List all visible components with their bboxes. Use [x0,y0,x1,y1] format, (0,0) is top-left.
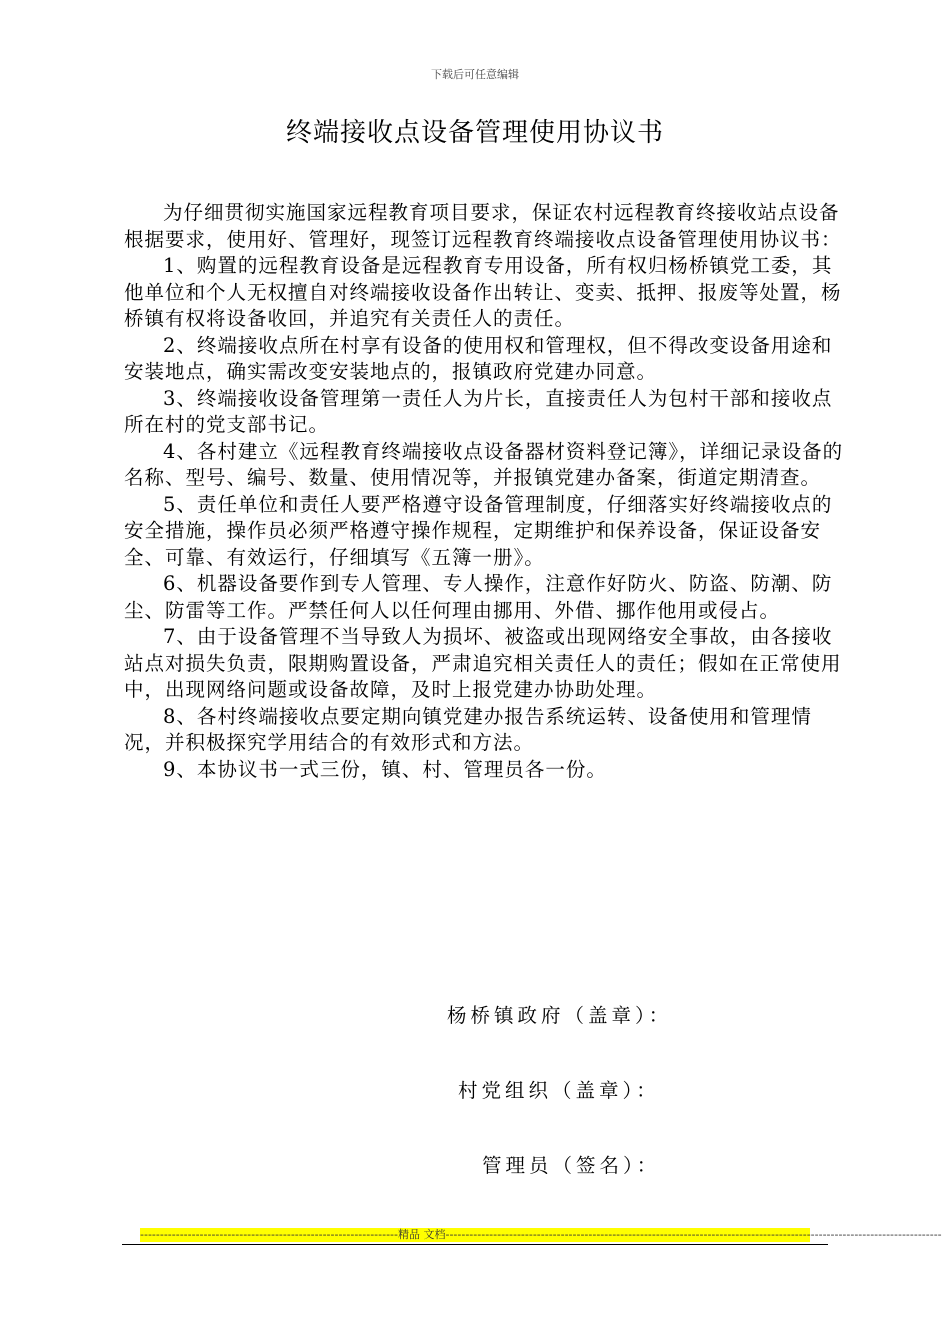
document-title: 终端接收点设备管理使用协议书 [285,118,664,148]
clause-8: 8、各村终端接收点要定期向镇党建办报告系统运转、设备使用和管理情况，并积极探究学用结合的有效形式和方法。 [124,704,812,754]
village-party-seal-line: 村党组织（盖章）： [458,1079,660,1102]
clause-5: 5、责任单位和责任人要严格遵守设备管理制度，仔细落实好终端接收点的安全措施，操作员必须严格遵守操作规程，定期维护和保养设备，保证设备安全、可靠、有效运行，仔细填写《五簿一册》。 [124,492,833,569]
clause-7: 7、由于设备管理不当导致人为损坏、被盗或出现网络安全事故，由各接收站点对损失负责，限期购置设备，严肃追究相关责任人的责任；假如在正常使用中，出现网络问题或设备故障，及时上报党建办协助处理。 [124,625,842,701]
header-note: 下载后可任意编辑 [431,68,519,81]
clause-2: 2、终端接收点所在村享有设备的使用权和管理权，但不得改变设备用途和安装地点，确实需改变安装地点的，报镇政府党建办同意。 [124,333,833,383]
intro-paragraph: 为仔细贯彻实施国家远程教育项目要求，保证农村远程教育终接收站点设备根据要求，使用好、管理好，现签订远程教育终端接收点设备管理使用协议书： [124,201,842,251]
clause-9: 9、本协议书一式三份，镇、村、管理员各一份。 [163,757,607,781]
government-seal-line: 杨桥镇政府（盖章）： [447,1004,673,1027]
administrator-signature-line: 管理员（签名）： [482,1154,661,1177]
clause-4: 4、各村建立《远程教育终端接收点设备器材资料登记簿》，详细记录设备的名称、型号、编号、数量、使用情况等，并报镇党建办备案，街道定期清查。 [124,439,844,489]
clause-1: 1、购置的远程教育设备是远程教育专用设备，所有权归杨桥镇党工委，其他单位和个人无权擅自对终端接收设备作出转让、变卖、抵押、报废等处置，杨桥镇有权将设备收回，并追究有关责任人的责任。 [124,254,842,330]
footer-rule [122,1244,828,1245]
clause-3: 3、终端接收设备管理第一责任人为片长，直接责任人为包村干部和接收点所在村的党支部书记。 [124,386,833,436]
footer-watermark-band: -----------------------------------------------------------------精品 文档----------------------------------------------------------------------------------------------------------------------------- [140,1228,942,1241]
clause-6: 6、机器设备要作到专人管理、专人操作，注意作好防火、防盗、防潮、防尘、防雷等工作。严禁任何人以任何理由挪用、外借、挪作他用或侵占。 [124,572,833,622]
agreement-body [124,200,844,783]
